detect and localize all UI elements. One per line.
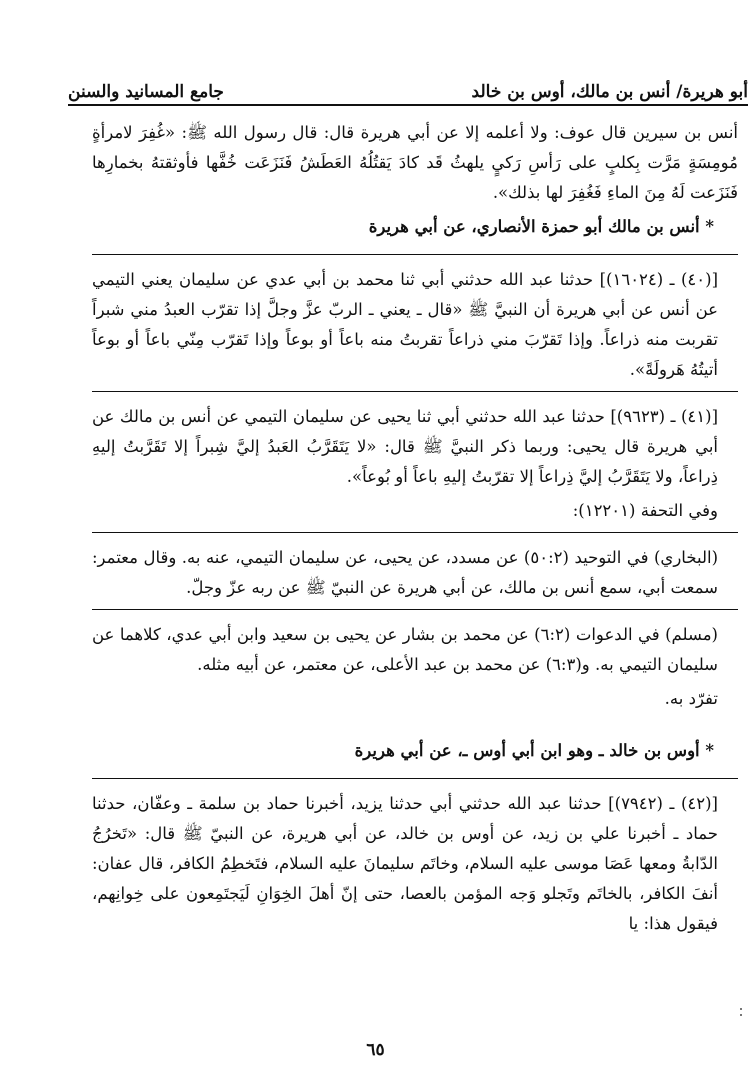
bukhari-reference: (البخاري) في التوحيد (٥٠:٢) عن مسدد، عن يحيى، عن سليمان التيمي، عنه به. وقال معتمر: سمعت أبي، سمع أنس بن مالك، عن أبي هريرة عن النبيّ ﷺ عن ربه عزّ وجلّ. [92, 548, 718, 597]
paragraph-1: أنس بن سيرين قال عوف: ولا أعلمه إلا عن أبي هريرة قال: قال رسول الله ﷺ: «غُفِرَ لامرأةٍ مُومِسَةٍ مَرَّت بِكلبٍ على رَأسِ رَكيٍ يلهثُ قَد كادَ يَقتُلُهُ العَطَشُ فَنَزَعَت خُفَّها فأوثقتهُ بخمارِها فَنَزَعت لَهُ مِنَ الماءِ فَغُفِرَ لها بذلك». [92, 123, 738, 202]
header-book-title: جامع المسانيد والسنن [68, 82, 224, 102]
page-number: ٦٥ [366, 1040, 385, 1060]
divider [92, 609, 738, 610]
divider [92, 254, 738, 255]
divider [92, 391, 738, 392]
speck [740, 1014, 742, 1016]
muslim-reference: (مسلم) في الدعوات (٦:٢) عن محمد بن بشار عن يحيى بن سعيد وابن أبي عدي، كلاهما عن سليمان التيمي به. و(٦:٣) عن محمد بن عبد الأعلى، عن معتمر، عن أبيه مثله. [92, 625, 718, 674]
header-divider [68, 104, 748, 106]
header-section-title: أبو هريرة/ أنس بن مالك، أوس بن خالد [471, 82, 748, 102]
hadith-40: [(٤٠) ـ (١٦٠٢٤)] حدثنا عبد الله حدثني أبي ثنا محمد بن أبي عدي عن سليمان يعني التيمي عن أنس عن أبي هريرة أن النبيَّ ﷺ «قال ـ يعني ـ الربّ عزَّ وجلَّ إذا تقرّب العبدُ مني شبراً تقربت منه ذراعاً. وإذا تَقرّبَ مني ذراعاً تقربتُ منه باعاً أو بوعاً وإذا تَقرّب مِنّي باعاً أو بوعاً أتيتُهُ هَرولَةً». [92, 270, 719, 379]
divider [92, 532, 738, 533]
hadith-42: [(٤٢) ـ (٧٩٤٢)] حدثنا عبد الله حدثني أبي حدثنا يزيد، أخبرنا حماد بن سلمة ـ وعفّان، حدثنا حماد ـ أخبرنا علي بن زيد، عن أوس بن خالد، عن أبي هريرة، عن النبيّ ﷺ قال: «تَخرُجُ الدّابةُ ومعها عَصَا موسى عليه السلام، وخاتَم سليمانَ عليه السلام، فتَخطِمُ الكافر، قال عفان: أنفَ الكافر، بالخاتَم وتَجلو وَجه المؤمن بالعصا، حتى إنّ أهلَ الخِوَانِ لَيَجتَمِعون على خِوانِهم، فيقول هذا: يا [92, 794, 718, 933]
hadith-41: [(٤١) ـ (٩٦٢٣)] حدثنا عبد الله حدثني أبي ثنا يحيى عن سليمان التيمي عن أنس بن مالك عن أبي هريرة قال يحيى: وربما ذكر النبيَّ ﷺ قال: «لا يَتَقَرَّبُ العَبدُ إليَّ شِبراً إلا تَقَرَّبتُ إليهِ ذِراعاً، ولا يَتَقَرَّبُ إليَّ ذِراعاً إلا تقرّبتُ إليهِ باعاً أو بُوعاً». [92, 407, 719, 486]
scan-specks [740, 1008, 746, 1020]
speck [740, 1008, 742, 1010]
section-heading-anas: * أنس بن مالك أبو حمزة الأنصاري، عن أبي هريرة [368, 217, 714, 236]
main-text [92, 118, 738, 943]
running-header [68, 62, 748, 102]
section-heading-aws: * أوس بن خالد ـ وهو ابن أبي أوس ـ، عن أبي هريرة [354, 741, 714, 760]
tuhfa-reference: وفي التحفة (١٢٢٠١): [572, 501, 718, 520]
divider [92, 778, 738, 779]
tafarrud-note: تفرّد به. [664, 689, 718, 708]
